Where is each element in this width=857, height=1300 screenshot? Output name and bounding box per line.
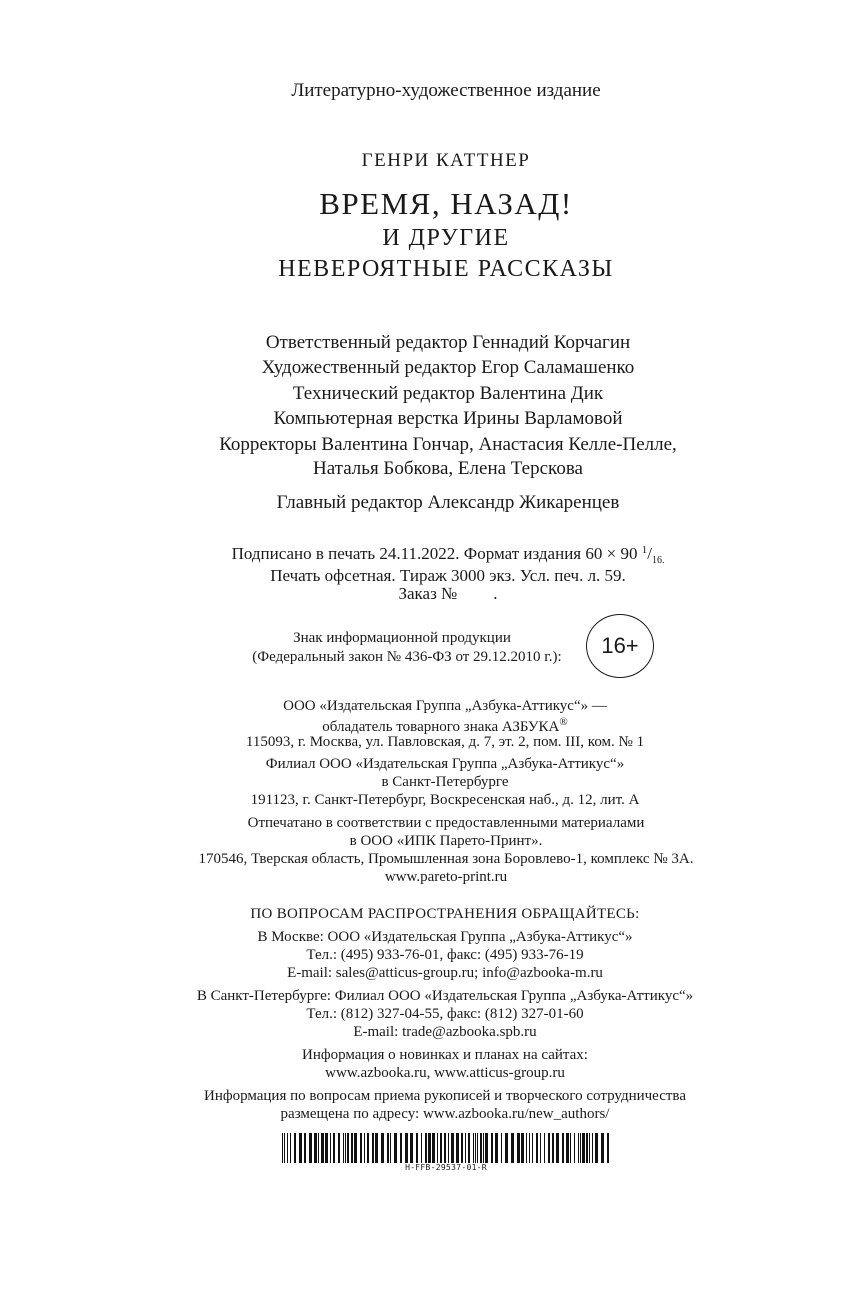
branch-line: Филиал ООО «Издательская Группа „Азбука-Аттикус“»	[265, 756, 625, 772]
spb-phone: Тел.: (812) 327-04-55, факс: (812) 327-01-60	[306, 1006, 584, 1022]
barcode-bar	[364, 1133, 365, 1163]
barcode-bar	[448, 1133, 449, 1163]
barcode-bar	[589, 1133, 590, 1163]
publisher-line: ООО «Издательская Группа „Азбука-Аттикус“» —	[283, 698, 607, 714]
barcode-bar	[410, 1133, 413, 1163]
barcode-bar	[468, 1133, 470, 1163]
moscow-contact: В Москве: ООО «Издательская Группа „Азбука-Аттикус“»	[257, 929, 633, 945]
barcode-bar	[521, 1133, 524, 1163]
book-title-line2: И ДРУГИЕ	[382, 225, 510, 251]
barcode-bar	[405, 1133, 408, 1163]
barcode-bar	[595, 1133, 598, 1163]
news-sites: www.azbooka.ru, www.atticus-group.ru	[325, 1065, 565, 1081]
credit-line: Наталья Бобкова, Елена Терскова	[313, 458, 583, 479]
barcode-bar	[562, 1133, 564, 1163]
barcode-bar	[540, 1133, 541, 1163]
news-info: Информация о новинках и планах на сайтах:	[302, 1047, 588, 1063]
barcode-bar	[360, 1133, 362, 1163]
barcode-bar	[592, 1133, 593, 1163]
barcode-bar	[501, 1133, 502, 1163]
barcode-bar	[294, 1133, 296, 1163]
barcode-bar	[390, 1133, 391, 1163]
age-rating-badge: 16+	[586, 614, 654, 678]
barcode-bar	[309, 1133, 312, 1163]
barcode-bar	[552, 1133, 554, 1163]
registered-mark: ®	[559, 716, 568, 728]
printer-line: Отпечатано в соответствии с предоставленными материалами	[247, 815, 645, 831]
barcode-bar	[586, 1133, 588, 1163]
barcode-bar	[548, 1133, 550, 1163]
barcode-bar	[330, 1133, 331, 1163]
barcode-bar	[416, 1133, 418, 1163]
barcode-bar	[556, 1133, 559, 1163]
barcode-bar	[511, 1133, 514, 1163]
barcode-bar	[325, 1133, 328, 1163]
print-signed-text: Подписано в печать 24.11.2022. Формат издания 60 × 90	[231, 544, 642, 563]
manuscripts-url: размещена по адресу: www.azbooka.ru/new_authors/	[280, 1106, 610, 1122]
barcode-bar	[444, 1133, 446, 1163]
chief-editor: Главный редактор Александр Жикаренцев	[276, 492, 620, 513]
barcode-bar	[287, 1133, 288, 1163]
printer-address: 170546, Тверская область, Промышленная зона Боровлево-1, комплекс № 3А.	[198, 851, 694, 867]
barcode-bar	[290, 1133, 291, 1163]
format-fraction-numerator: 1	[641, 544, 648, 556]
publisher-trademark-text: обладатель товарного знака АЗБУКА	[322, 719, 560, 735]
moscow-phone: Тел.: (495) 933-76-01, факс: (495) 933-76-19	[306, 947, 584, 963]
format-fraction-denominator: 16	[651, 555, 662, 566]
barcode-bar	[465, 1133, 466, 1163]
order-label: Заказ №	[398, 584, 458, 603]
barcode-bar	[284, 1133, 285, 1163]
barcode-bar	[428, 1133, 431, 1163]
moscow-email: E-mail: sales@atticus-group.ru; info@azbooka-m.ru	[287, 965, 603, 981]
barcode-bar	[485, 1133, 488, 1163]
barcode-bar	[425, 1133, 427, 1163]
barcode-bar	[475, 1133, 476, 1163]
barcode-bar	[536, 1133, 538, 1163]
book-author: ГЕНРИ КАТТНЕР	[361, 150, 531, 171]
printer-website: www.pareto-print.ru	[384, 869, 508, 885]
barcode-bar	[461, 1133, 463, 1163]
order-end: .	[493, 584, 498, 603]
barcode-bar	[321, 1133, 324, 1163]
credit-line: Корректоры Валентина Гончар, Анастасия Келле-Пелле,	[219, 434, 677, 455]
barcode-bar	[432, 1133, 435, 1163]
book-title-line3: НЕВЕРОЯТНЫЕ РАССКАЗЫ	[278, 256, 614, 282]
barcode-bar	[532, 1133, 533, 1163]
spb-contact: В Санкт-Петербурге: Филиал ООО «Издательская Группа „Азбука-Аттикус“»	[196, 988, 694, 1004]
barcode-bar	[351, 1133, 353, 1163]
spb-email: E-mail: trade@azbooka.spb.ru	[353, 1024, 537, 1040]
branch-city: в Санкт-Петербурге	[381, 774, 509, 790]
credit-line: Технический редактор Валентина Дик	[292, 383, 604, 404]
barcode-bar	[440, 1133, 442, 1163]
barcode-bar	[304, 1133, 306, 1163]
barcode-bar	[354, 1133, 357, 1163]
order-line	[0, 584, 857, 604]
barcode-bar	[421, 1133, 422, 1163]
format-fraction-slash: /	[647, 544, 652, 563]
publisher-address: 115093, г. Москва, ул. Павловская, д. 7, эт. 2, пом. III, ком. № 1	[245, 734, 645, 750]
barcode-bar	[491, 1133, 493, 1163]
book-title-line1: ВРЕМЯ, НАЗАД!	[319, 186, 573, 221]
barcode-bar	[314, 1133, 317, 1163]
barcode-bar	[574, 1133, 575, 1163]
barcode-bar	[372, 1133, 374, 1163]
print-run-line: Печать офсетная. Тираж 3000 экз. Усл. печ. л. 59.	[270, 566, 626, 585]
barcode-bar	[343, 1133, 344, 1163]
publisher-trademark-line	[0, 716, 857, 736]
barcode-bar	[578, 1133, 579, 1163]
barcode-bar	[477, 1133, 478, 1163]
barcode-bar	[582, 1133, 585, 1163]
printer-name: в ООО «ИПК Парето-Принт».	[349, 833, 543, 849]
barcode-bar	[333, 1133, 335, 1163]
barcode-bar	[345, 1133, 346, 1163]
barcode-bar	[400, 1133, 402, 1163]
barcode-bar	[526, 1133, 527, 1163]
barcode-bar	[566, 1133, 569, 1163]
barcode-bar	[473, 1133, 474, 1163]
age-sign-label: Знак информационной продукции	[293, 630, 511, 646]
barcode-bar	[483, 1133, 484, 1163]
barcode-bar	[570, 1133, 571, 1163]
barcode-bar	[495, 1133, 498, 1163]
barcode-bar	[437, 1133, 438, 1163]
barcode	[282, 1133, 610, 1163]
barcode-bar	[282, 1133, 283, 1163]
barcode-bar	[318, 1133, 319, 1163]
barcode-bar	[580, 1133, 581, 1163]
barcode-bar	[394, 1133, 397, 1163]
barcode-bar	[381, 1133, 384, 1163]
barcode-caption: H-FFB-29537-01-R	[405, 1163, 487, 1172]
barcode-bar	[601, 1133, 604, 1163]
credit-line: Компьютерная верстка Ирины Варламовой	[273, 408, 623, 429]
print-signed-line	[0, 544, 857, 566]
branch-address: 191123, г. Санкт-Петербург, Воскресенская наб., д. 12, лит. А	[250, 792, 640, 808]
barcode-bar	[375, 1133, 378, 1163]
format-fraction-end: .	[661, 555, 665, 566]
barcode-bar	[299, 1133, 302, 1163]
barcode-bar	[607, 1133, 609, 1163]
barcode-bar	[338, 1133, 340, 1163]
barcode-bar	[544, 1133, 545, 1163]
barcode-bar	[451, 1133, 454, 1163]
edition-type: Литературно-художественное издание	[291, 80, 601, 101]
barcode-bar	[505, 1133, 508, 1163]
barcode-bar	[529, 1133, 530, 1163]
barcode-bar	[480, 1133, 482, 1163]
barcode-bar	[347, 1133, 349, 1163]
age-sign-law: (Федеральный закон № 436-ФЗ от 29.12.2010 г.):	[252, 649, 562, 665]
credit-line: Художественный редактор Егор Саламашенко	[261, 357, 635, 378]
credit-line: Ответственный редактор Геннадий Корчагин	[265, 332, 631, 353]
barcode-bar	[456, 1133, 459, 1163]
barcode-bar	[517, 1133, 520, 1163]
barcode-bar	[387, 1133, 389, 1163]
manuscripts-info: Информация по вопросам приема рукописей и творческого сотрудничества	[204, 1088, 686, 1104]
distribution-heading: ПО ВОПРОСАМ РАСПРОСТРАНЕНИЯ ОБРАЩАЙТЕСЬ:	[250, 906, 640, 922]
barcode-bar	[367, 1133, 369, 1163]
